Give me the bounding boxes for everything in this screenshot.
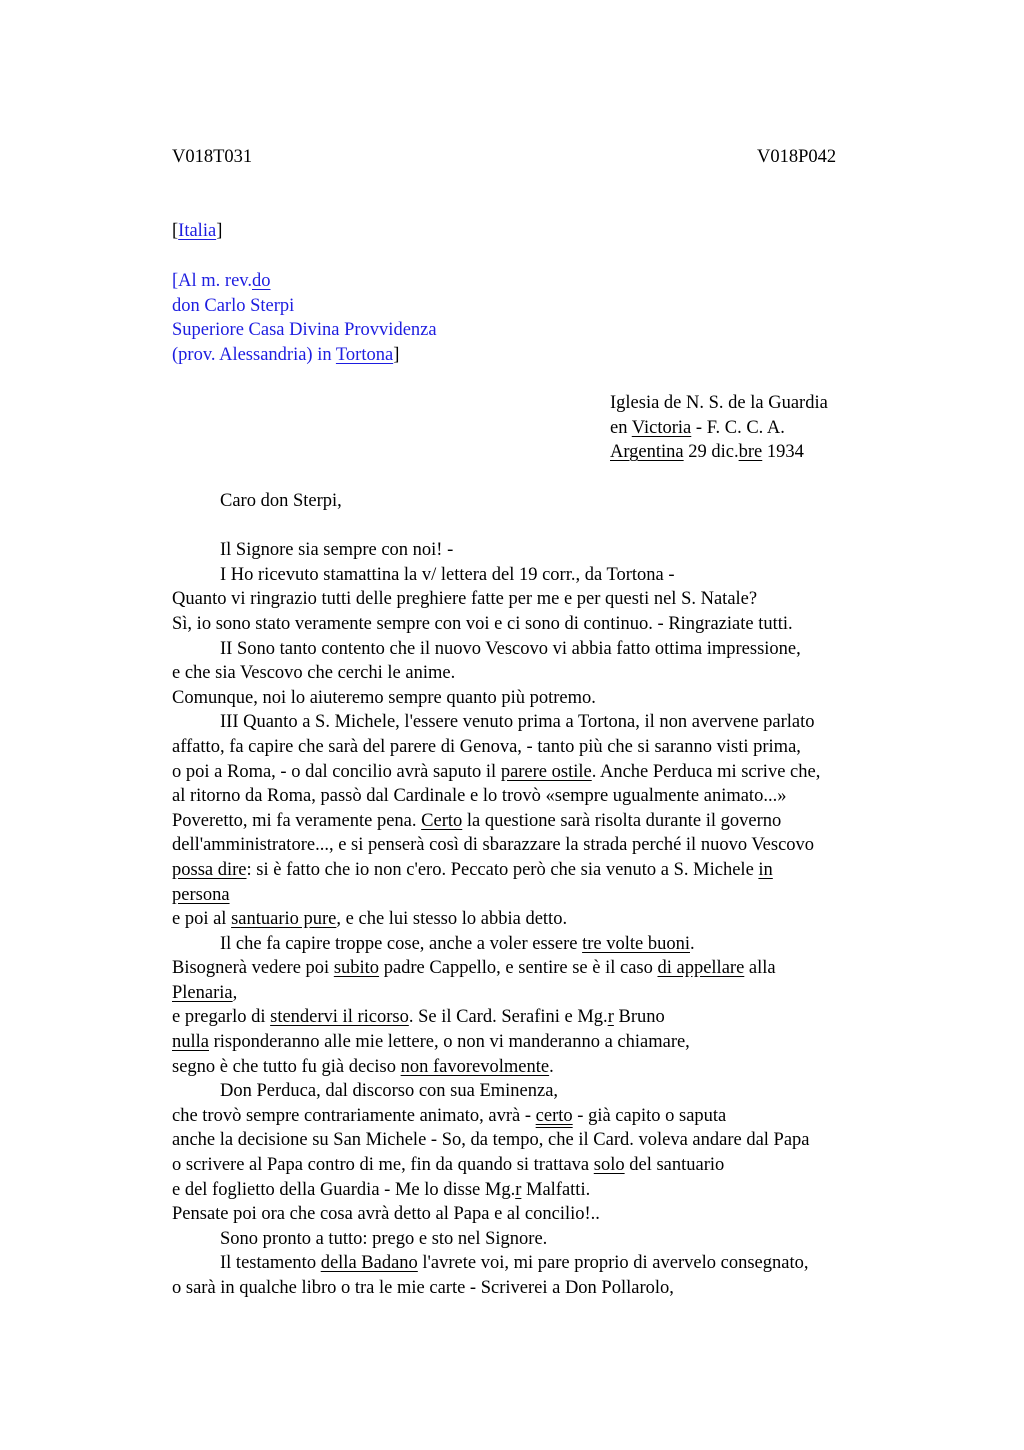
place-text: en bbox=[610, 417, 632, 438]
recipient-address bbox=[172, 269, 437, 367]
country-line bbox=[172, 221, 222, 242]
address-line-3: Superiore Casa Divina Provvidenza bbox=[172, 320, 437, 341]
underlined-text: di appellare bbox=[657, 958, 745, 979]
underlined-text: Plenaria bbox=[172, 982, 233, 1003]
date-text: 29 dic. bbox=[683, 442, 739, 463]
body-line: al ritorno da Roma, passò dal Cardinale e lo trovò «sempre ugualmente animato...» bbox=[172, 786, 787, 807]
body-line bbox=[172, 1104, 820, 1129]
text: . bbox=[690, 933, 695, 954]
body-line: Sì, io sono stato veramente sempre con voi e ci sono di continuo. - Ringraziate tutti. bbox=[172, 613, 793, 634]
body-line: Il Signore sia sempre con noi! - bbox=[220, 540, 454, 561]
underlined-text: subito bbox=[333, 958, 380, 979]
text: risponderanno alle mie lettere, o non vi manderanno a chiamare, bbox=[209, 1032, 690, 1053]
bracket-open: [ bbox=[172, 221, 179, 241]
place-and-date bbox=[610, 391, 828, 465]
text: . bbox=[549, 1056, 554, 1077]
body-line bbox=[172, 1178, 820, 1203]
body-line: Don Perduca, dal discorso con sua Eminenza, bbox=[220, 1081, 559, 1102]
text: Bisognerà vedere poi bbox=[172, 958, 334, 979]
text: l'avrete voi, mi pare proprio di avervelo consegnato, bbox=[417, 1253, 809, 1274]
text: , bbox=[232, 982, 238, 1003]
body-line bbox=[172, 883, 820, 908]
body-line: dell'amministratore..., e si penserà così di sbarazzare la strada perché il nuovo Vescovo bbox=[172, 835, 815, 856]
text: Il che fa capire troppe cose, anche a voler essere bbox=[220, 933, 583, 954]
text: , e che lui stesso lo abbia detto. bbox=[336, 909, 568, 930]
body-line bbox=[172, 1153, 820, 1178]
body-line: Quanto vi ringrazio tutti delle preghiere fatte per me e per questi nel S. Natale? bbox=[172, 589, 758, 610]
text: : si è fatto che io non c'ero. Peccato però che sia venuto a S. Michele bbox=[246, 859, 759, 880]
text: e del foglietto della Guardia - Me lo disse Mg. bbox=[172, 1179, 516, 1200]
place-line-1: Iglesia de N. S. de la Guardia bbox=[610, 393, 828, 413]
underlined-text: tre volte buoni bbox=[582, 933, 690, 954]
text: la questione sarà risolta durante il governo bbox=[462, 810, 782, 831]
underlined-text: nulla bbox=[172, 1032, 209, 1053]
body-line: III Quanto a S. Michele, l'essere venuto prima a Tortona, il non avervene parlato bbox=[220, 712, 815, 733]
body-line bbox=[172, 1055, 820, 1080]
text: - già capito o saputa bbox=[572, 1105, 727, 1126]
text: . Anche Perduca mi scrive che, bbox=[591, 761, 821, 782]
date-abbrev: bre bbox=[738, 442, 763, 463]
underlined-text: r bbox=[607, 1007, 614, 1028]
body-line bbox=[172, 858, 820, 883]
letter-body bbox=[172, 489, 820, 1301]
body-line bbox=[172, 1030, 820, 1055]
address-line-1: [Al m. rev. bbox=[172, 271, 252, 291]
body-line: affatto, fa capire che sarà del parere di Genova, - tanto più che si saranno visti prima, bbox=[172, 736, 801, 757]
text: padre Cappello, e sentire se è il caso bbox=[379, 958, 658, 979]
underlined-text: in bbox=[758, 859, 773, 880]
text: e pregarlo di bbox=[172, 1007, 271, 1028]
underlined-text: possa dire bbox=[172, 859, 247, 880]
body-line: II Sono tanto contento che il nuovo Vescovo vi abbia fatto ottima impressione, bbox=[220, 638, 801, 659]
underlined-text: solo bbox=[593, 1155, 625, 1176]
underlined-text: persona bbox=[172, 884, 230, 905]
underlined-text: non favorevolmente bbox=[400, 1056, 550, 1077]
text: del santuario bbox=[624, 1155, 725, 1176]
salutation: Caro don Sterpi, bbox=[220, 491, 342, 511]
body-line bbox=[172, 1251, 820, 1276]
body-line: I Ho ricevuto stamattina la v/ lettera del 19 corr., da Tortona - bbox=[220, 564, 675, 585]
text: Bruno bbox=[613, 1007, 665, 1028]
body-line bbox=[172, 981, 820, 1006]
text: . Se il Card. Serafini e Mg. bbox=[408, 1007, 608, 1028]
text: Malfatti. bbox=[521, 1179, 591, 1200]
text: e poi al bbox=[172, 909, 232, 930]
text: Poveretto, mi fa veramente pena. bbox=[172, 810, 422, 831]
underlined-text: stendervi il ricorso bbox=[270, 1007, 409, 1028]
place-argentina: Argentina bbox=[610, 442, 684, 463]
body-line: Comunque, noi lo aiuteremo sempre quanto più potremo. bbox=[172, 687, 596, 708]
archive-code-left: V018T031 bbox=[172, 147, 253, 167]
text: o scrivere al Papa contro di me, fin da quando si trattava bbox=[172, 1155, 594, 1176]
text: segno è che tutto fu già deciso bbox=[172, 1056, 401, 1077]
address-line-4: (prov. Alessandria) in bbox=[172, 344, 336, 365]
address-abbrev-link[interactable]: do bbox=[251, 271, 271, 291]
text: che trovò sempre contrariamente animato, avrà - bbox=[172, 1105, 536, 1126]
underlined-text: Certo bbox=[421, 810, 463, 831]
double-underlined-text: certo bbox=[535, 1105, 573, 1126]
body-line bbox=[172, 809, 820, 834]
bracket-close: ] bbox=[393, 344, 400, 365]
place-text: - F. C. C. A. bbox=[691, 417, 785, 438]
body-line bbox=[172, 956, 820, 981]
body-line bbox=[172, 1005, 820, 1030]
underlined-text: parere ostile bbox=[500, 761, 592, 782]
country-link[interactable]: Italia bbox=[178, 221, 217, 241]
body-line bbox=[172, 760, 820, 785]
underlined-text: santuario pure bbox=[231, 909, 337, 930]
address-city-link[interactable]: Tortona bbox=[335, 344, 394, 365]
archive-code-right: V018P042 bbox=[757, 147, 837, 167]
text: Il testamento bbox=[220, 1253, 321, 1274]
body-line: e che sia Vescovo che cerchi le anime. bbox=[172, 663, 456, 684]
address-line-2: don Carlo Sterpi bbox=[172, 295, 295, 316]
underlined-text: della Badano bbox=[320, 1253, 418, 1274]
body-line: o sarà in qualche libro o tra le mie carte - Scriverei a Don Pollarolo, bbox=[172, 1278, 674, 1298]
underlined-text: r bbox=[515, 1179, 522, 1200]
text: alla bbox=[744, 958, 776, 979]
place-victoria: Victoria bbox=[631, 417, 692, 438]
date-year: 1934 bbox=[762, 442, 804, 463]
body-line: Pensate poi ora che cosa avrà detto al Papa e al concilio!.. bbox=[172, 1204, 600, 1225]
body-line bbox=[172, 932, 820, 957]
body-line: Sono pronto a tutto: prego e sto nel Signore. bbox=[220, 1228, 548, 1249]
body-line bbox=[172, 907, 820, 932]
body-line: anche la decisione su San Michele - So, da tempo, che il Card. voleva andare dal Papa bbox=[172, 1130, 810, 1151]
text: o poi a Roma, - o dal concilio avrà saputo il bbox=[172, 761, 501, 782]
bracket-close: ] bbox=[216, 221, 223, 241]
